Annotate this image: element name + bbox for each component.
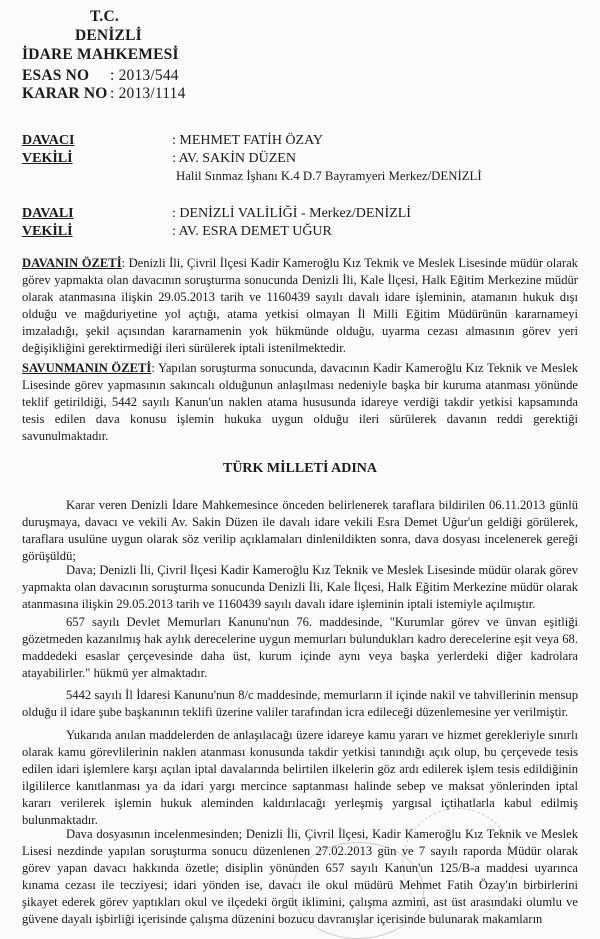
vekili-value-2: : AV. ESRA DEMET UĞUR (172, 224, 332, 239)
davali-label: DAVALI (22, 206, 74, 221)
body-paragraph-3: 657 sayılı Devlet Memurları Kanunu'nun 76. maddesinde, "Kurumlar görev ve ünvan eşitliği gözetmeden kazanılmış hak aylık derecelerine uygun memurları bulundukları kadro derecelerine eşit veya 68. maddedeki esaslar çerçevesinde daha üst, kurum içinde aynı veya başka yerlerdeki diğer kadrolara atayabilirler." hükmü yer almaktadır. (22, 615, 578, 680)
body-paragraph-4: 5442 sayılı İl İdaresi Kanunu'nun 8/c maddesinde, memurların il içinde nakil ve tahvillerinin mensup olduğu il idare şube başkanının teklifi üzerine valiler tarafından icra edileceği düzenlemesine yer verilmiştir. (22, 688, 578, 719)
davanin-ozeti (22, 255, 578, 357)
vekili-value-1: : AV. SAKİN DÜZEN (172, 151, 296, 166)
savunma-text: : Yapılan soruşturma sonucunda, davacının Kadir Kameroğlu Kız Teknik ve Meslek Lisesinde görev yapmasının sakıncalı olduğunun anlaşılması nedeniyle başka bir kuruma atanması yönünde teklif getirildiği, 5442 sayılı Kanun'un naklen atama hususunda idareye verdiği takdir yetkisi kapsamında tesis edilen dava konusu işlemin hukuka uygun olduğu ileri sürülerek davanın reddi gerektiği savunulmaktadır. (22, 361, 578, 443)
davaci-label: DAVACI (22, 133, 75, 148)
turk-milleti-adina-title: TÜRK MİLLETİ ADINA (222, 461, 378, 476)
vekili-label-2: VEKİLİ (22, 224, 73, 239)
savunmanin-ozeti (22, 360, 578, 445)
vekili-label-1: VEKİLİ (22, 151, 73, 166)
davaci-value: : MEHMET FATİH ÖZAY (172, 133, 324, 148)
body-paragraph-6: Dava dosyasının incelenmesinden; Denizli İli, Çivril İlçesi, Kadir Kameroğlu Kız Teknik ve Meslek Lisesi nezdinde yapılan soruşturma sonucu düzenlenen 27.02.2013 gün ve 7 sayılı raporda Müdür olarak görev yapan davacı hakkında özetle; disiplin yönünden 657 sayılı Kanun'un 125/B-a maddesi uyarınca kınama cezası ile tecziyesi; idari yönden ise, davacı ile okul müdürü Mehmet Fatih Özay'ın birbirlerini şikayet ederek görev yaptıkları okul ve ilçedeki örgüt iklimini, çalışma azmini, ast üst arasındaki olumlu ve güvene dayalı işbirliği içerisinde çalışma düzenini bozucu davranışlar içerisinde bulunarak makamların (22, 827, 578, 926)
esas-value: : 2013/544 (110, 67, 179, 84)
body-paragraph-1: Karar veren Denizli İdare Mahkemesince önceden belirlenerek taraflara bildirilen 06.11.2013 günlü duruşmaya, davacı ve vekili Av. Sakin Düzen ile davalı idare vekili Esra Demet Uğur'un geldiği görülerek, taraflara usulüne uygun olarak söz verilip açıklamaları dinlenildikten sonra, dava dosyası incelenerek gereği görüşüldü; (22, 498, 578, 563)
savunma-label: SAVUNMANIN ÖZETİ (22, 361, 152, 375)
court-seal (402, 808, 514, 920)
ozet-label: DAVANIN ÖZETİ (22, 256, 122, 270)
ozet-text: : Denizli İli, Çivril İlçesi Kadir Kameroğlu Kız Teknik ve Meslek Lisesinde müdür olarak görev yapmakta olan davacının soruşturma sonucunda Denizli İli, Kale İlçesi, Halk Eğitim Merkezine müdür olarak atanmasına ilişkin 29.05.2013 tarih ve 1160439 sayılı davalı idare işleminin, atamanın hukuk dışı olduğu ve mağduriyetine yol açtığı, atama yetkisi olmayan İl Milli Eğitim Müdürünün kararnameyi imzaladığı, şekil açısından kararnamenin yok hükmünde olduğu, uyarma cezası almasının görev yeri değişikliğini gerektirmediği ileri sürülerek iptali istenilmektedir. (22, 256, 578, 355)
vekili-address: Halil Sınmaz İşhanı K.4 D.7 Bayramyeri Merkez/DENİZLİ (176, 169, 482, 183)
header-court: İDARE MAHKEMESİ (22, 46, 179, 63)
karar-value: : 2013/1114 (110, 85, 186, 102)
body-paragraph-5: Yukarıda anılan maddelerden de anlaşılacağı üzere idareye kamu yararı ve hizmet gerekleriyle sınırlı olarak kamu görevlilerinin naklen atanması konusunda takdir yetkisi tanındığı açık olup, bu çerçevede tesis edilen idari işlemlere karşı açılan iptal davalarında belirtilen ilkelerin göz ardı edilerek işlem tesis edildiğinin ilgililerce kanıtlanması ya da idari yargı mercince saptanması halinde sebep ve maksat yönlerinden iptal kararı verilerek işlemin hukuk aleminden kaldırılacağı yerleşmiş yargısal içtihatlarla kabul edilmiş bulunmaktadır. (22, 728, 578, 827)
header-city: DENİZLİ (75, 27, 142, 44)
davali-value: : DENİZLİ VALİLİĞİ - Merkez/DENİZLİ (172, 206, 411, 221)
body-paragraph-2: Dava; Denizli İli, Çivril İlçesi Kadir Kameroğlu Kız Teknik ve Meslek Lisesinde müdür olarak görev yapmakta olan davacının soruşturma sonucunda Denizli İli, Kale İlçesi, Halk Eğitim Merkezine müdür olarak atanmasına ilişkin 29.05.2013 tarih ve 1160439 sayılı davalı idare işleminin iptali istemiyle açılmıştır. (22, 563, 578, 611)
header-tc: T.C. (90, 8, 119, 25)
karar-label: KARAR NO (22, 85, 108, 102)
esas-label: ESAS NO (22, 67, 90, 84)
